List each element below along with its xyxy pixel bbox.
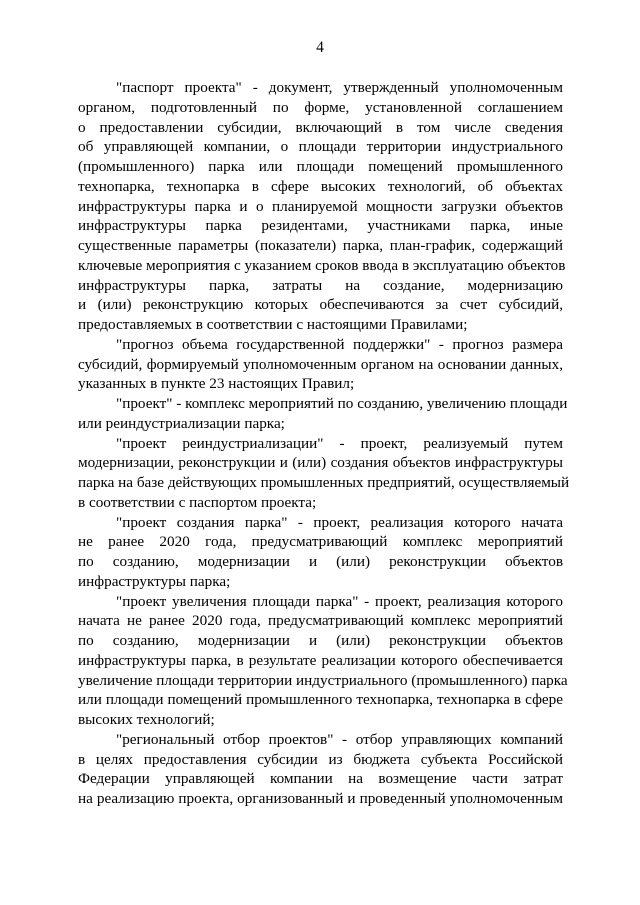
text-line: "прогноз объема государственной поддержки" - прогноз размера bbox=[116, 335, 563, 353]
text-line: или площади помещений промышленного технопарка, технопарка в сфере bbox=[78, 691, 563, 709]
text-line: не ранее 2020 года, предусматривающий комплекс мероприятий bbox=[78, 533, 563, 551]
text-line: о предоставлении субсидии, включающий в том числе сведения bbox=[78, 118, 563, 136]
text-line: инфраструктуры парка резидентами, участниками парка, иные bbox=[78, 217, 563, 235]
text-line: предоставляемых в соответствии с настоящими Правилами; bbox=[78, 316, 468, 333]
text-line: высоких технологий; bbox=[78, 711, 215, 728]
text-line: "проект" - комплекс мероприятий по созданию, увеличению площади bbox=[116, 395, 568, 412]
paragraph bbox=[78, 78, 566, 335]
text-line: "региональный отбор проектов" - отбор управляющих компаний bbox=[116, 730, 563, 748]
text-line: "проект создания парка" - проект, реализация которого начата bbox=[116, 513, 563, 531]
text-line: ключевые мероприятия с указанием сроков ввода в эксплуатацию объектов bbox=[78, 256, 566, 274]
text-line: модернизации, реконструкции и (или) создания объектов инфраструктуры bbox=[78, 454, 563, 472]
paragraph bbox=[78, 730, 563, 809]
body-text bbox=[78, 78, 570, 809]
text-line: инфраструктуры парка, в результате реализации которого обеспечивается bbox=[78, 651, 563, 669]
text-line: существенные параметры (показатели) парка, план-график, содержащий bbox=[78, 237, 563, 254]
text-line: или реиндустриализации парка; bbox=[78, 414, 285, 432]
text-line: в целях предоставления субсидии из бюджета субъекта Российской bbox=[78, 750, 563, 768]
paragraph bbox=[78, 434, 570, 513]
text-line: инфраструктуры парка; bbox=[78, 572, 231, 590]
text-line: об управляющей компании, о площади территории индустриального bbox=[78, 138, 563, 156]
page-number: 4 bbox=[316, 39, 324, 56]
text-line: и (или) реконструкцию которых обеспечиваются за счет субсидий, bbox=[78, 296, 563, 314]
text-line: субсидий, формируемый уполномоченным органом на основании данных, bbox=[78, 355, 563, 373]
paragraph bbox=[78, 335, 563, 394]
text-line: увеличение площади территории индустриального (промышленного) парка bbox=[78, 671, 568, 689]
text-line: "проект увеличения площади парка" - проект, реализация которого bbox=[116, 592, 563, 610]
text-line: (промышленного) парка или площади помещений промышленного bbox=[78, 158, 563, 175]
text-line: в соответствии с паспортом проекта; bbox=[78, 493, 317, 511]
text-line: органом, подготовленный по форме, установленной соглашением bbox=[78, 98, 563, 116]
text-line: парка на базе действующих промышленных предприятий, осуществляемый bbox=[78, 474, 570, 491]
text-line: инфраструктуры парка и о планируемой мощности загрузки объектов bbox=[78, 197, 563, 215]
paragraph bbox=[78, 394, 568, 434]
text-line: Федерации управляющей компании на возмещение части затрат bbox=[78, 770, 563, 788]
text-line: "паспорт проекта" - документ, утвержденный уполномоченным bbox=[116, 79, 563, 96]
text-line: инфраструктуры парка, затраты на создание, модернизацию bbox=[78, 276, 563, 294]
text-line: по созданию, модернизации и (или) реконструкции объектов bbox=[78, 553, 563, 570]
paragraph bbox=[78, 513, 563, 592]
text-line: на реализацию проекта, организованный и проведенный уполномоченным bbox=[78, 790, 563, 807]
text-line: указанных в пункте 23 настоящих Правил; bbox=[78, 375, 355, 393]
text-line: технопарка, технопарка в сфере высоких технологий, об объектах bbox=[78, 177, 563, 195]
paragraph bbox=[78, 592, 568, 730]
text-line: "проект реиндустриализации" - проект, реализуемый путем bbox=[116, 434, 563, 452]
text-line: начата не ранее 2020 года, предусматривающий комплекс мероприятий bbox=[78, 612, 563, 630]
text-line: по созданию, модернизации и (или) реконструкции объектов bbox=[78, 632, 563, 649]
